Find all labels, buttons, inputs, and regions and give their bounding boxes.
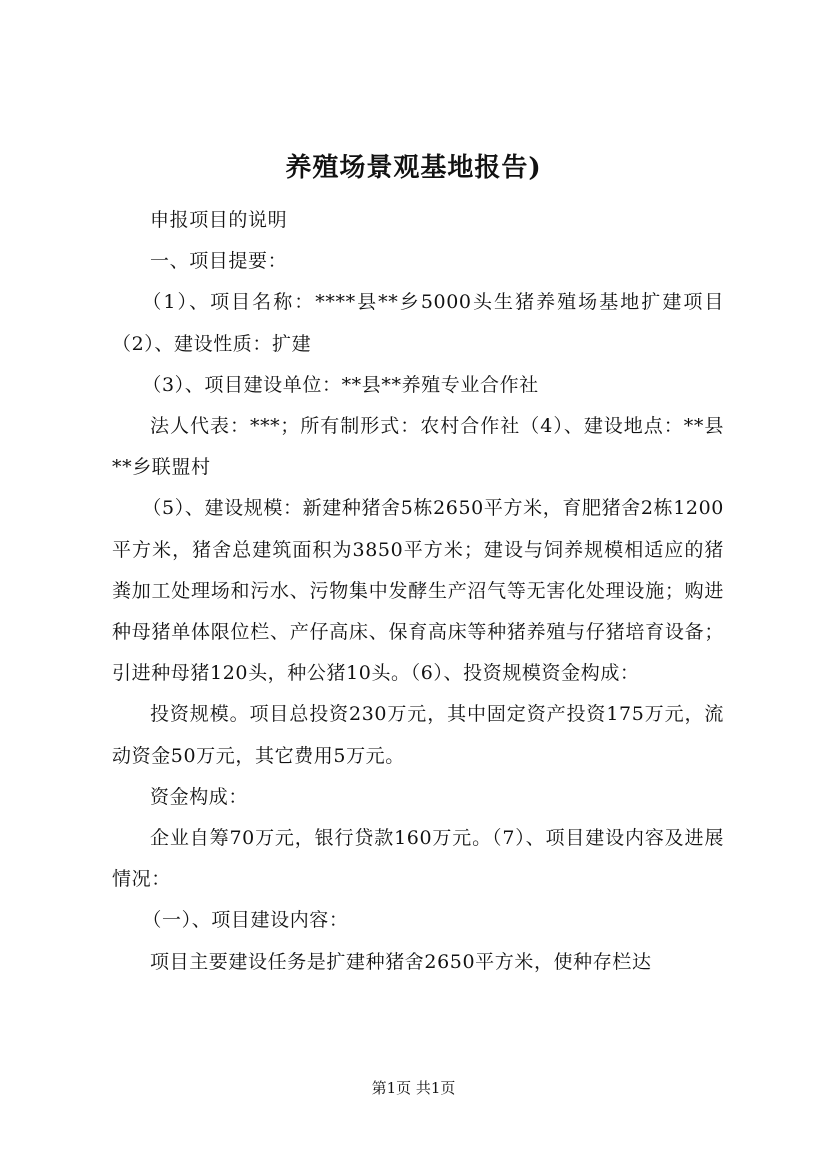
paragraph-section-summary: 一、项目提要： xyxy=(150,250,288,273)
paragraph-project-name: （1）、项目名称：****县**乡5000头生猪养殖场基地扩建项目（2）、建设性质：扩建 xyxy=(112,291,724,355)
paragraph-construction-scale: （5）、建设规模：新建种猪舍5栋2650平方米，育肥猪舍2栋1200平方米，猪舍总建筑面积为3850平方米；建设与饲养规模相适应的猪粪加工处理场和污水、污物集中发酵生产沼气等无害化处理设施；购进种母猪单体限位栏、产仔高床、保育高床等种猪养殖与仔猪培育设备；引进种母猪120头，种公猪10头。（6）、投资规模资金构成： xyxy=(112,497,724,685)
paragraph-construction-content-heading: （一）、项目建设内容： xyxy=(142,909,349,932)
page-number-footer: 第1页 共1页 xyxy=(371,1079,456,1097)
document-title: 养殖场景观基地报告) xyxy=(285,153,542,183)
paragraph-funding-sources: 企业自筹70万元，银行贷款160万元。（7）、项目建设内容及进展情况： xyxy=(112,827,724,891)
paragraph-construction-unit: （3）、项目建设单位：**县**养殖专业合作社 xyxy=(142,373,539,396)
paragraph-construction-tasks: 项目主要建设任务是扩建种猪舍2650平方米，使种存栏达 xyxy=(150,950,652,973)
paragraph-funding-structure-heading: 资金构成： xyxy=(150,785,249,808)
paragraph-legal-representative: 法人代表：***；所有制形式：农村合作社（4）、建设地点：**县**乡联盟村 xyxy=(112,415,724,479)
paragraph-investment-scale: 投资规模。项目总投资230万元，其中固定资产投资175万元，流动资金50万元，其它费用5万元。 xyxy=(112,703,724,767)
paragraph-project-description: 申报项目的说明 xyxy=(150,209,288,231)
document-body xyxy=(112,200,724,983)
